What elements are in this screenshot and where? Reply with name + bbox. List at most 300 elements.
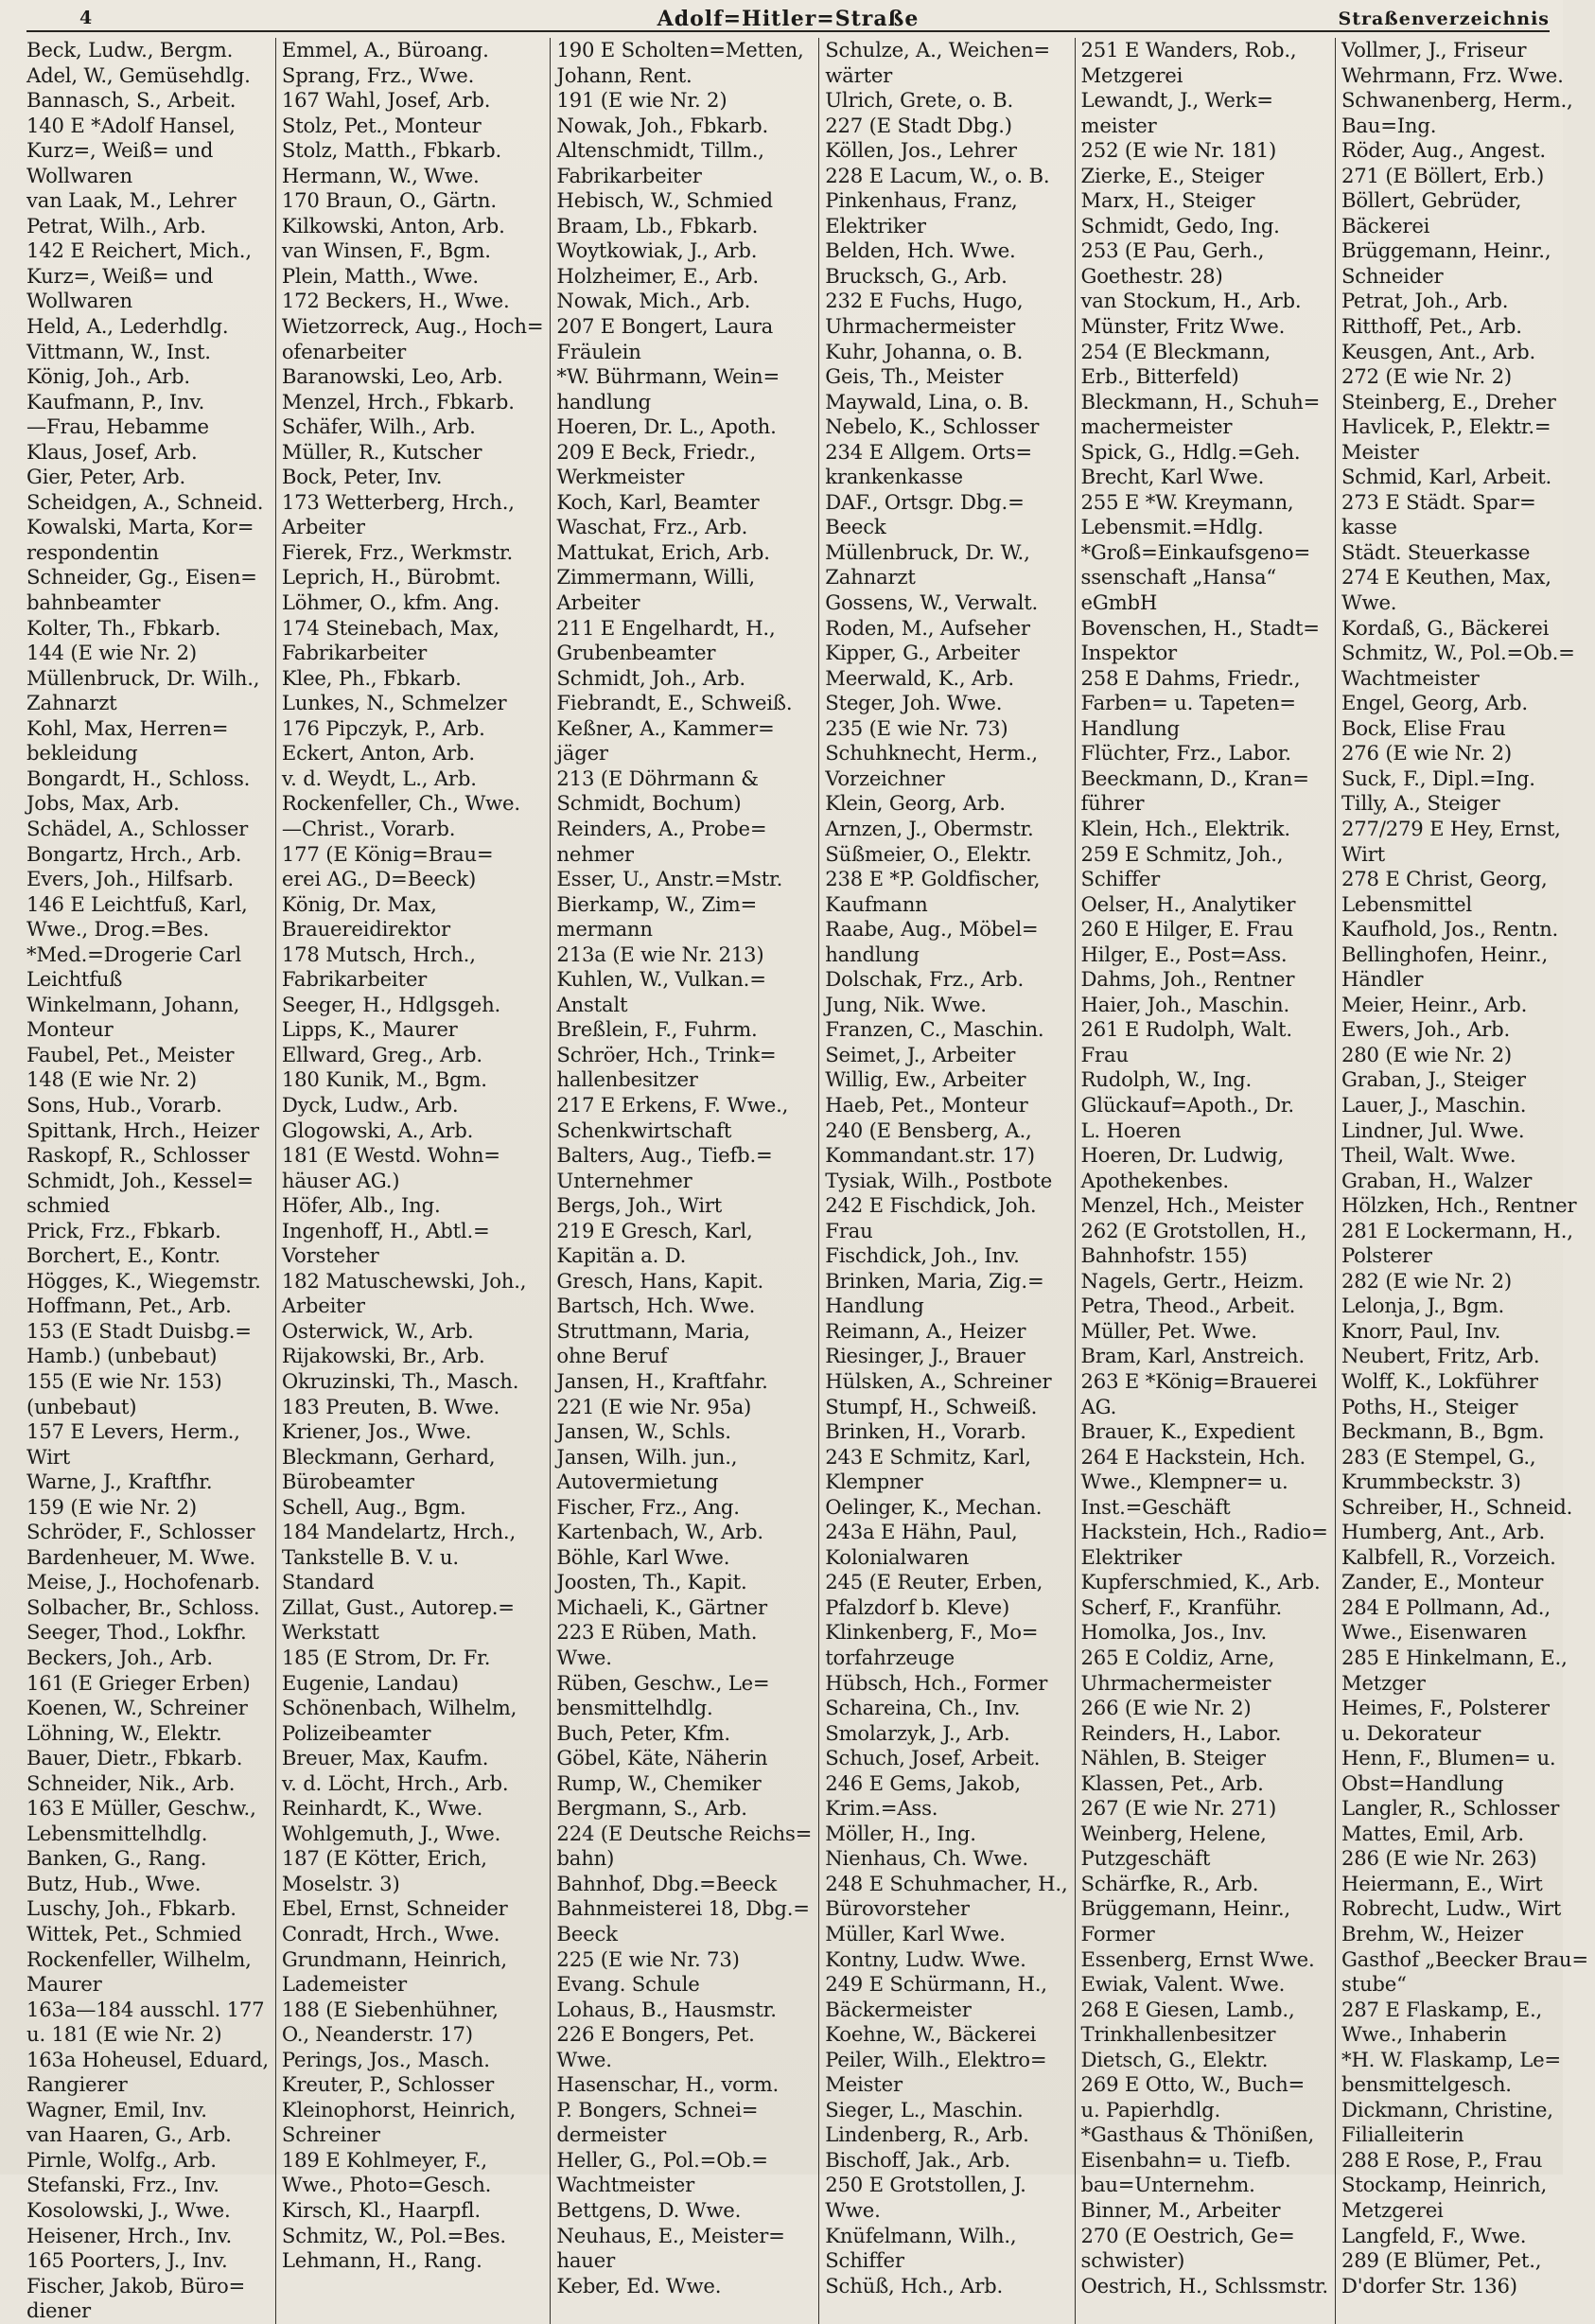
directory-entry: Klassen, Pet., Arb. xyxy=(1080,1770,1264,1795)
directory-entry: Dolschak, Frz., Arb. xyxy=(825,967,1024,992)
directory-entry: Woytkowiak, J., Arb. xyxy=(556,238,758,263)
directory-entry: Bardenheuer, M. Wwe. xyxy=(26,1544,256,1569)
directory-entry: Fischer, Jakob, Büro= xyxy=(26,2273,246,2298)
directory-entry: Meister xyxy=(1341,439,1419,464)
directory-entry: Müllenbruck, Dr. W., xyxy=(825,539,1030,564)
directory-entry: Händler xyxy=(1341,967,1424,992)
directory-entry: Bau=Ing. xyxy=(1341,113,1437,137)
directory-entry: 268 E Giesen, Lamb., xyxy=(1080,1997,1295,2021)
directory-entry: 155 (E wie Nr. 153) xyxy=(26,1368,222,1393)
directory-entry: Hübsch, Hch., Former xyxy=(825,1670,1048,1695)
directory-entry: Sons, Hub., Vorarb. xyxy=(26,1092,222,1117)
directory-entry: Schüß, Hch., Arb. xyxy=(825,2273,1004,2298)
directory-entry: Klein, Georg, Arb. xyxy=(825,791,1006,816)
directory-entry: Kriener, Jos., Wwe. xyxy=(281,1419,472,1444)
directory-entry: hallenbesitzer xyxy=(556,1067,698,1092)
directory-entry: Arbeiter xyxy=(281,1294,365,1318)
directory-entry: Putzgeschäft xyxy=(1080,1846,1211,1871)
directory-entry: Zillat, Gust., Autorep.= xyxy=(281,1594,515,1619)
directory-entry: Trinkhallenbesitzer xyxy=(1080,2022,1276,2047)
directory-entry: Schmidt, Gedo, Ing. xyxy=(1080,213,1280,238)
directory-entry: Prick, Frz., Fbkarb. xyxy=(26,1218,221,1242)
directory-entry: Brüggemann, Heinr., xyxy=(1341,238,1551,263)
directory-entry: Petrat, Joh., Arb. xyxy=(1341,289,1509,313)
directory-entry: Löhmer, O., kfm. Ang. xyxy=(281,590,500,615)
directory-entry: 224 (E Deutsche Reichs= xyxy=(556,1821,813,1845)
directory-entry: Borchert, E., Kontr. xyxy=(26,1243,220,1268)
directory-entry: Klempner xyxy=(825,1470,923,1494)
directory-entry: Ewiak, Valent. Wwe. xyxy=(1080,1972,1286,1997)
directory-entry: Kupferschmied, K., Arb. xyxy=(1080,1570,1321,1594)
directory-entry: häuser AG.) xyxy=(281,1168,400,1192)
directory-entry: Reinders, H., Labor. xyxy=(1080,1720,1282,1745)
directory-entry: 287 E Flaskamp, E., xyxy=(1341,1997,1543,2021)
directory-entry: Bischoff, Jak., Arb. xyxy=(825,2147,1010,2172)
directory-entry: Beeck xyxy=(556,1922,618,1946)
directory-entry: Petrat, Wilh., Arb. xyxy=(26,213,206,238)
directory-entry: Göbel, Käte, Näherin xyxy=(556,1746,768,1770)
directory-entry: *Groß=Einkaufsgeno= xyxy=(1080,539,1310,564)
directory-entry: Monteur xyxy=(26,1017,114,1042)
directory-entry: Arnzen, J., Obermstr. xyxy=(825,816,1034,840)
directory-entry: Inspektor xyxy=(1080,641,1177,665)
directory-entry: Evers, Joh., Hilfsarb. xyxy=(26,867,234,891)
directory-entry: hauer xyxy=(556,2248,616,2273)
directory-entry: Rijakowski, Br., Arb. xyxy=(281,1344,485,1368)
directory-entry: Eckert, Anton, Arb. xyxy=(281,741,475,766)
directory-entry: 249 E Schürmann, H., xyxy=(825,1972,1047,1997)
directory-entry: 235 (E wie Nr. 73) xyxy=(825,715,1008,740)
directory-entry: 253 (E Pau, Gerh., xyxy=(1080,238,1265,263)
directory-entry: Seeger, H., Hdlgsgeh. xyxy=(281,992,501,1016)
directory-entry: Schreiner xyxy=(281,2122,380,2147)
directory-entry: dermeister xyxy=(556,2122,667,2147)
directory-entry: 165 Poorters, J., Inv. xyxy=(26,2248,228,2273)
directory-entry: handlung xyxy=(825,942,920,966)
directory-entry: Schwanenberg, Herm., xyxy=(1341,88,1573,113)
directory-entry: Heller, G., Pol.=Ob.= xyxy=(556,2147,768,2172)
directory-entry: Engel, Georg, Arb. xyxy=(1341,691,1528,715)
directory-entry: Vorsteher xyxy=(281,1243,379,1268)
directory-entry: Homolka, Jos., Inv. xyxy=(1080,1620,1268,1645)
directory-entry: Schmid, Karl, Arbeit. xyxy=(1341,465,1552,489)
directory-entry: Faubel, Pet., Meister xyxy=(26,1042,235,1066)
directory-entry: Bettgens, D. Wwe. xyxy=(556,2198,742,2223)
directory-entry: torfahrzeuge xyxy=(825,1646,955,1669)
directory-entry: Wohlgemuth, J., Wwe. xyxy=(281,1821,501,1845)
directory-entry: Vollmer, J., Friseur xyxy=(1341,38,1527,62)
directory-entry: Graban, H., Walzer xyxy=(1341,1168,1533,1192)
directory-entry: Eugenie, Landau) xyxy=(281,1670,459,1695)
directory-entry: Keber, Ed. Wwe. xyxy=(556,2273,722,2298)
directory-entry: Adel, W., Gemüsehdlg. xyxy=(26,62,251,87)
directory-entry: 163a Hoheusel, Eduard, xyxy=(26,2047,269,2071)
directory-entry: Schröder, F., Schlosser xyxy=(26,1520,255,1544)
directory-entry: 148 (E wie Nr. 2) xyxy=(26,1067,197,1092)
directory-entry: 225 (E wie Nr. 73) xyxy=(556,1946,740,1971)
directory-entry: 163 E Müller, Geschw., xyxy=(26,1796,256,1821)
directory-entry: Keßner, A., Kammer= xyxy=(556,715,775,740)
directory-entry: Kolter, Th., Fbkarb. xyxy=(26,615,221,640)
directory-entry: Wwe. xyxy=(825,2198,881,2223)
directory-entry: Hoeren, Dr. L., Apoth. xyxy=(556,414,777,439)
directory-entry: Bürovorsteher xyxy=(825,1896,970,1921)
directory-entry: Müller, R., Kutscher xyxy=(281,439,482,464)
entry-list xyxy=(26,38,269,2324)
directory-entry: handlung xyxy=(556,389,651,414)
directory-entry: 254 (E Bleckmann, xyxy=(1080,339,1271,363)
directory-entry: machermeister xyxy=(1080,414,1233,439)
directory-entry: Grundmann, Heinrich, xyxy=(281,1946,507,1971)
directory-entry: Handlung xyxy=(825,1294,924,1318)
directory-entry: eGmbH xyxy=(1080,590,1158,615)
directory-entry: krankenkasse xyxy=(825,465,963,489)
directory-entry: Gasthof „Beecker Brau= xyxy=(1341,1946,1588,1971)
directory-entry: ohne Beruf xyxy=(556,1344,668,1368)
directory-entry: 264 E Hackstein, Hch. xyxy=(1080,1444,1306,1469)
directory-entry: Perings, Jos., Masch. xyxy=(281,2047,490,2071)
directory-entry: Buch, Peter, Kfm. xyxy=(556,1720,730,1745)
directory-entry: Bongartz, Hrch., Arb. xyxy=(26,841,242,866)
directory-entry: 178 Mutsch, Hrch., xyxy=(281,942,476,966)
directory-entry: Ebel, Ernst, Schneider xyxy=(281,1896,508,1921)
directory-entry: 227 (E Stadt Dbg.) xyxy=(825,113,1012,137)
directory-entry: Bartsch, Hch. Wwe. xyxy=(556,1294,756,1318)
directory-entry: Stolz, Matth., Fbkarb. xyxy=(281,138,502,163)
directory-entry: 144 (E wie Nr. 2) xyxy=(26,641,197,665)
directory-entry: Haeb, Pet., Monteur xyxy=(825,1092,1028,1117)
directory-entry: *W. Bührmann, Wein= xyxy=(556,364,780,389)
directory-entry: Maurer xyxy=(26,1972,102,1997)
directory-entry: Fabrikarbeiter xyxy=(281,967,428,992)
directory-entry: Kreuter, P., Schlosser xyxy=(281,2072,495,2097)
directory-entry: Metzgerei xyxy=(1080,62,1183,87)
directory-entry: Wwe., Drog.=Bes. xyxy=(26,917,210,942)
directory-entry: Wehrmann, Frz. Wwe. xyxy=(1341,62,1564,87)
directory-entry: Schmidt, Joh., Arb. xyxy=(556,665,745,690)
directory-entry: 282 (E wie Nr. 2) xyxy=(1341,1268,1512,1293)
directory-entry: Dickmann, Christine, xyxy=(1341,2097,1553,2122)
directory-entry: bensmittelhdlg. xyxy=(556,1696,713,1720)
directory-entry: 240 (E Bensberg, A., xyxy=(825,1118,1032,1142)
directory-entry: 258 E Dahms, Friedr., xyxy=(1080,665,1301,690)
directory-entry: Wwe. xyxy=(1341,590,1397,615)
directory-entry: Stefanski, Frz., Inv. xyxy=(26,2173,219,2197)
directory-entry: Uhrmachermeister xyxy=(1080,1670,1271,1695)
directory-entry: 252 (E wie Nr. 181) xyxy=(1080,138,1277,163)
directory-entry: jäger xyxy=(556,741,608,766)
directory-entry: 243 E Schmitz, Karl, xyxy=(825,1444,1031,1469)
directory-entry: Keusgen, Ant., Arb. xyxy=(1341,339,1536,363)
directory-entry: Bauer, Dietr., Fbkarb. xyxy=(26,1746,243,1770)
directory-entry: 185 (E Strom, Dr. Fr. xyxy=(281,1646,491,1669)
directory-entry: ssenschaft „Hansa“ xyxy=(1080,565,1277,590)
directory-entry: Rüben, Geschw., Le= xyxy=(556,1670,770,1695)
directory-entry: bensmittelgesch. xyxy=(1341,2072,1512,2097)
directory-entry: Wwe. xyxy=(556,2047,612,2071)
directory-entry: Högges, K., Wiegemstr. xyxy=(26,1268,261,1293)
directory-entry: Gresch, Hans, Kapit. xyxy=(556,1268,764,1293)
directory-entry: Dahms, Joh., Rentner xyxy=(1080,967,1295,992)
directory-entry: Lindner, Jul. Wwe. xyxy=(1341,1118,1525,1142)
directory-entry: 242 E Fischdick, Joh. xyxy=(825,1193,1037,1218)
directory-entry: Hasenschar, H., vorm. xyxy=(556,2072,780,2097)
directory-entry: Leichtfuß xyxy=(26,967,123,992)
directory-entry: 276 (E wie Nr. 2) xyxy=(1341,741,1512,766)
directory-entry: 248 E Schuhmacher, H., xyxy=(825,1871,1068,1895)
directory-entry: Menzel, Hrch., Fbkarb. xyxy=(281,389,515,414)
directory-entry: Vorzeichner xyxy=(825,766,945,790)
directory-entry: Ellward, Greg., Arb. xyxy=(281,1042,482,1066)
directory-entry: 251 E Wanders, Rob., xyxy=(1080,38,1297,62)
directory-entry: Gossens, W., Verwalt. xyxy=(825,590,1039,615)
column-4 xyxy=(818,38,1074,2324)
directory-entry: Havlicek, P., Elektr.= xyxy=(1341,414,1551,439)
directory-entry: Sprang, Frz., Wwe. xyxy=(281,62,475,87)
directory-entry: Neuhaus, E., Meister= xyxy=(556,2223,785,2247)
directory-entry: Bahnhofstr. 155) xyxy=(1080,1243,1248,1268)
directory-entry: 285 E Hinkelmann, E., xyxy=(1341,1646,1568,1669)
page-number: 4 xyxy=(79,8,93,28)
directory-entry: Klee, Ph., Fbkarb. xyxy=(281,665,462,690)
directory-entry: Okruzinski, Th., Masch. xyxy=(281,1368,519,1393)
directory-entry: 265 E Coldiz, Arne, xyxy=(1080,1646,1275,1669)
directory-entry: Schiffer xyxy=(825,2248,904,2273)
directory-entry: Schulze, A., Weichen= xyxy=(825,38,1050,62)
directory-entry: Fiebrandt, E., Schweiß. xyxy=(556,691,793,715)
directory-entry: respondentin xyxy=(26,539,159,564)
directory-entry: Zimmermann, Willi, xyxy=(556,565,755,590)
directory-entry: Hebisch, W., Schmied xyxy=(556,188,773,213)
directory-entry: Schönenbach, Wilhelm, xyxy=(281,1696,517,1720)
directory-entry: Kalbfell, R., Vorzeich. xyxy=(1341,1544,1556,1569)
directory-entry: Schuch, Josef, Arbeit. xyxy=(825,1746,1041,1770)
directory-entry: Schell, Aug., Bgm. xyxy=(281,1494,466,1519)
column-1 xyxy=(26,38,275,2324)
directory-columns xyxy=(26,38,1588,2323)
directory-entry: Klinkenberg, F., Mo= xyxy=(825,1620,1039,1645)
directory-entry: Kontny, Ludw. Wwe. xyxy=(825,1946,1026,1971)
directory-entry: Scheidgen, A., Schneid. xyxy=(26,489,264,514)
directory-entry: Zierke, E., Steiger xyxy=(1080,163,1264,187)
directory-entry: Jansen, W., Schls. xyxy=(556,1419,731,1444)
directory-entry: Röder, Aug., Angest. xyxy=(1341,138,1546,163)
directory-entry: Braam, Lb., Fbkarb. xyxy=(556,213,759,238)
directory-entry: Nowak, Joh., Fbkarb. xyxy=(556,113,769,137)
directory-entry: Haier, Joh., Maschin. xyxy=(1080,992,1289,1016)
directory-entry: Zahnarzt xyxy=(26,691,117,715)
directory-entry: nehmer xyxy=(556,841,634,866)
directory-entry: Robrecht, Ludw., Wirt xyxy=(1341,1896,1562,1921)
directory-entry: *Med.=Drogerie Carl xyxy=(26,942,241,966)
directory-entry: Bellinghofen, Heinr., xyxy=(1341,942,1549,966)
directory-entry: Kolonialwaren xyxy=(825,1544,970,1569)
directory-entry: stube“ xyxy=(1341,1972,1407,1997)
directory-entry: Klaus, Josef, Arb. xyxy=(26,439,198,464)
directory-entry: Essenberg, Ernst Wwe. xyxy=(1080,1946,1315,1971)
directory-entry: Schneider xyxy=(1341,263,1444,288)
directory-entry: Anstalt xyxy=(556,992,628,1016)
directory-entry: 207 E Bongert, Laura xyxy=(556,314,774,339)
column-3 xyxy=(550,38,818,2324)
directory-entry: Wwe., Klempner= u. xyxy=(1080,1470,1288,1494)
directory-entry: Ewers, Joh., Arb. xyxy=(1341,1017,1510,1042)
directory-entry: Former xyxy=(1080,1922,1155,1946)
directory-entry: Inst.=Geschäft xyxy=(1080,1494,1231,1519)
directory-entry: 182 Matuschewski, Joh., xyxy=(281,1268,527,1293)
directory-entry: Raabe, Aug., Möbel= xyxy=(825,917,1039,942)
directory-entry: Emmel, A., Büroang. xyxy=(281,38,489,62)
directory-entry: Polizeibeamter xyxy=(281,1720,431,1745)
directory-entry: Apothekenbes. xyxy=(1080,1168,1229,1192)
directory-entry: Löhning, W., Elektr. xyxy=(26,1720,222,1745)
directory-entry: 234 E Allgem. Orts= xyxy=(825,439,1032,464)
directory-entry: Oelinger, K., Mechan. xyxy=(825,1494,1043,1519)
directory-entry: Schmitz, W., Pol.=Bes. xyxy=(281,2223,506,2247)
directory-entry: Bergs, Joh., Wirt xyxy=(556,1193,723,1218)
directory-entry: Lipps, K., Maurer xyxy=(281,1017,458,1042)
directory-entry: König, Dr. Max, xyxy=(281,891,437,916)
directory-entry: Kurz=, Weiß= und xyxy=(26,138,214,163)
directory-entry: Banken, G., Rang. xyxy=(26,1846,207,1871)
directory-entry: Uhrmachermeister xyxy=(825,314,1016,339)
directory-entry: Oestrich, H., Schlssmstr. xyxy=(1080,2273,1328,2298)
directory-entry: 213a (E wie Nr. 213) xyxy=(556,942,764,966)
directory-entry: AG. xyxy=(1080,1394,1117,1418)
directory-entry: Lindenberg, R., Arb. xyxy=(825,2122,1029,2147)
directory-entry: Dietsch, G., Elektr. xyxy=(1080,2047,1269,2071)
directory-entry: P. Bongers, Schnei= xyxy=(556,2097,759,2122)
directory-entry: 243a E Hähn, Paul, xyxy=(825,1520,1018,1544)
directory-entry: Unternehmer xyxy=(556,1168,692,1192)
directory-entry: van Haaren, G., Arb. xyxy=(26,2122,232,2147)
directory-entry: Menzel, Hch., Meister xyxy=(1080,1193,1304,1218)
directory-entry: Fischer, Frz., Ang. xyxy=(556,1494,740,1519)
page-header xyxy=(26,8,1550,32)
street-title: Adolf=Hitler=Straße xyxy=(657,7,920,31)
directory-entry: Flüchter, Frz., Labor. xyxy=(1080,741,1291,766)
directory-entry: Bock, Peter, Inv. xyxy=(281,465,443,489)
directory-entry: 250 E Grotstollen, J. xyxy=(825,2173,1026,2197)
directory-entry: *H. W. Flaskamp, Le= xyxy=(1341,2047,1561,2071)
directory-entry: Leprich, H., Bürobmt. xyxy=(281,565,501,590)
entry-list xyxy=(1341,38,1588,2298)
directory-entry: DAF., Ortsgr. Dbg.= xyxy=(825,489,1025,514)
directory-entry: 289 (E Blümer, Pet., xyxy=(1341,2248,1542,2273)
directory-entry: Lebensmittel xyxy=(1341,891,1472,916)
directory-entry: Brauer, K., Expedient xyxy=(1080,1419,1295,1444)
directory-entry: Wittek, Pet., Schmied xyxy=(26,1922,242,1946)
directory-entry: 211 E Engelhardt, H., xyxy=(556,615,776,640)
directory-entry: 263 E *König=Brauerei xyxy=(1080,1368,1317,1393)
directory-entry: 272 (E wie Nr. 2) xyxy=(1341,364,1512,389)
directory-entry: u. Papierhdlg. xyxy=(1080,2097,1221,2122)
directory-entry: Moselstr. 3) xyxy=(281,1871,400,1895)
directory-entry: Beck, Ludw., Bergm. xyxy=(26,38,234,62)
directory-entry: Lauer, J., Maschin. xyxy=(1341,1092,1527,1117)
directory-entry: Kirsch, Kl., Haarpfl. xyxy=(281,2198,481,2223)
directory-entry: Kowalski, Marta, Kor= xyxy=(26,515,254,539)
directory-entry: diener xyxy=(26,2298,91,2323)
directory-entry: Bleckmann, H., Schuh= xyxy=(1080,389,1321,414)
directory-entry: Filialleiterin xyxy=(1341,2122,1464,2147)
directory-entry: Schreiber, H., Schneid. xyxy=(1341,1494,1573,1519)
directory-entry: Lunkes, N., Schmelzer xyxy=(281,691,507,715)
directory-entry: Winkelmann, Johann, xyxy=(26,992,240,1016)
directory-entry: Kurz=, Weiß= und xyxy=(26,263,214,288)
directory-entry: Brucksch, G., Arb. xyxy=(825,263,1008,288)
directory-entry: Belden, Hch. Wwe. xyxy=(825,238,1016,263)
directory-entry: 270 (E Oestrich, Ge= xyxy=(1080,2223,1295,2247)
directory-entry: Werkstatt xyxy=(281,1620,379,1645)
directory-entry: Bovenschen, H., Stadt= xyxy=(1080,615,1320,640)
directory-entry: 187 (E Kötter, Erich, xyxy=(281,1846,487,1871)
directory-entry: Jung, Nik. Wwe. xyxy=(825,992,987,1016)
directory-entry: Plein, Matth., Wwe. xyxy=(281,263,479,288)
directory-entry: Polsterer xyxy=(1341,1243,1432,1268)
directory-entry: Spittank, Hrch., Heizer xyxy=(26,1118,259,1142)
directory-entry: Hoffmann, Pet., Arb. xyxy=(26,1294,232,1318)
directory-entry: 228 E Lacum, W., o. B. xyxy=(825,163,1050,187)
directory-entry: Müllenbruck, Dr. Wilh., xyxy=(26,665,260,690)
directory-entry: 174 Steinebach, Max, xyxy=(281,615,500,640)
directory-entry: Baranowski, Leo, Arb. xyxy=(281,364,503,389)
directory-entry: Wollwaren xyxy=(26,289,132,313)
directory-entry: Wachtmeister xyxy=(1341,665,1480,690)
directory-entry: Metzgerei xyxy=(1341,2198,1444,2223)
directory-entry: Tysiak, Wilh., Postbote xyxy=(825,1168,1053,1192)
directory-entry: Elektriker xyxy=(1080,1544,1183,1569)
directory-entry: bekleidung xyxy=(26,741,138,766)
directory-entry: Heiermann, E., Wirt xyxy=(1341,1871,1543,1895)
directory-entry: Altenschmidt, Tillm., xyxy=(556,138,764,163)
directory-entry: 159 (E wie Nr. 2) xyxy=(26,1494,197,1519)
entry-list xyxy=(825,38,1067,2298)
directory-entry: Henn, F., Blumen= u. xyxy=(1341,1746,1556,1770)
directory-entry: Jansen, H., Kraftfahr. xyxy=(556,1368,768,1393)
directory-entry: v. d. Weydt, L., Arb. xyxy=(281,766,477,790)
directory-entry: Höfer, Alb., Ing. xyxy=(281,1193,441,1218)
directory-entry: Hamb.) (unbebaut) xyxy=(26,1344,218,1368)
directory-entry: Lademeister xyxy=(281,1972,407,1997)
directory-entry: Fierek, Frz., Werkmstr. xyxy=(281,539,514,564)
directory-entry: Schneider, Nik., Arb. xyxy=(26,1770,236,1795)
directory-entry: Raskopf, R., Schlosser xyxy=(26,1143,250,1168)
directory-entry: 238 E *P. Goldfischer, xyxy=(825,867,1041,891)
directory-entry: Glückauf=Apoth., Dr. xyxy=(1080,1092,1294,1117)
directory-entry: 163a—184 ausschl. 177 xyxy=(26,1997,265,2021)
directory-entry: Langfeld, F., Wwe. xyxy=(1341,2223,1527,2247)
directory-entry: Peiler, Wilh., Elektro= xyxy=(825,2047,1047,2071)
directory-entry: Bahnhof, Dbg.=Beeck xyxy=(556,1871,778,1895)
directory-entry: Goethestr. 28) xyxy=(1080,263,1223,288)
directory-entry: 188 (E Siebenhühner, xyxy=(281,1997,499,2021)
directory-entry: Neubert, Fritz, Arb. xyxy=(1341,1344,1540,1368)
directory-entry: —Frau, Hebamme xyxy=(26,414,209,439)
column-2 xyxy=(275,38,551,2324)
directory-entry: Roden, M., Aufseher xyxy=(825,615,1030,640)
directory-entry: Schädel, A., Schlosser xyxy=(26,816,249,840)
directory-entry: Maywald, Lina, o. B. xyxy=(825,389,1029,414)
directory-entry: Brauereidirektor xyxy=(281,917,450,942)
directory-entry: Stockamp, Heinrich, xyxy=(1341,2173,1547,2197)
directory-entry: Fabrikarbeiter xyxy=(281,641,428,665)
directory-entry: Brüggemann, Heinr., xyxy=(1080,1896,1290,1921)
directory-entry: Beeckmann, D., Kran= xyxy=(1080,766,1309,790)
directory-entry: Klein, Hch., Elektrik. xyxy=(1080,816,1290,840)
directory-entry: Luschy, Joh., Fbkarb. xyxy=(26,1896,237,1921)
directory-entry: Reinders, A., Probe= xyxy=(556,816,767,840)
